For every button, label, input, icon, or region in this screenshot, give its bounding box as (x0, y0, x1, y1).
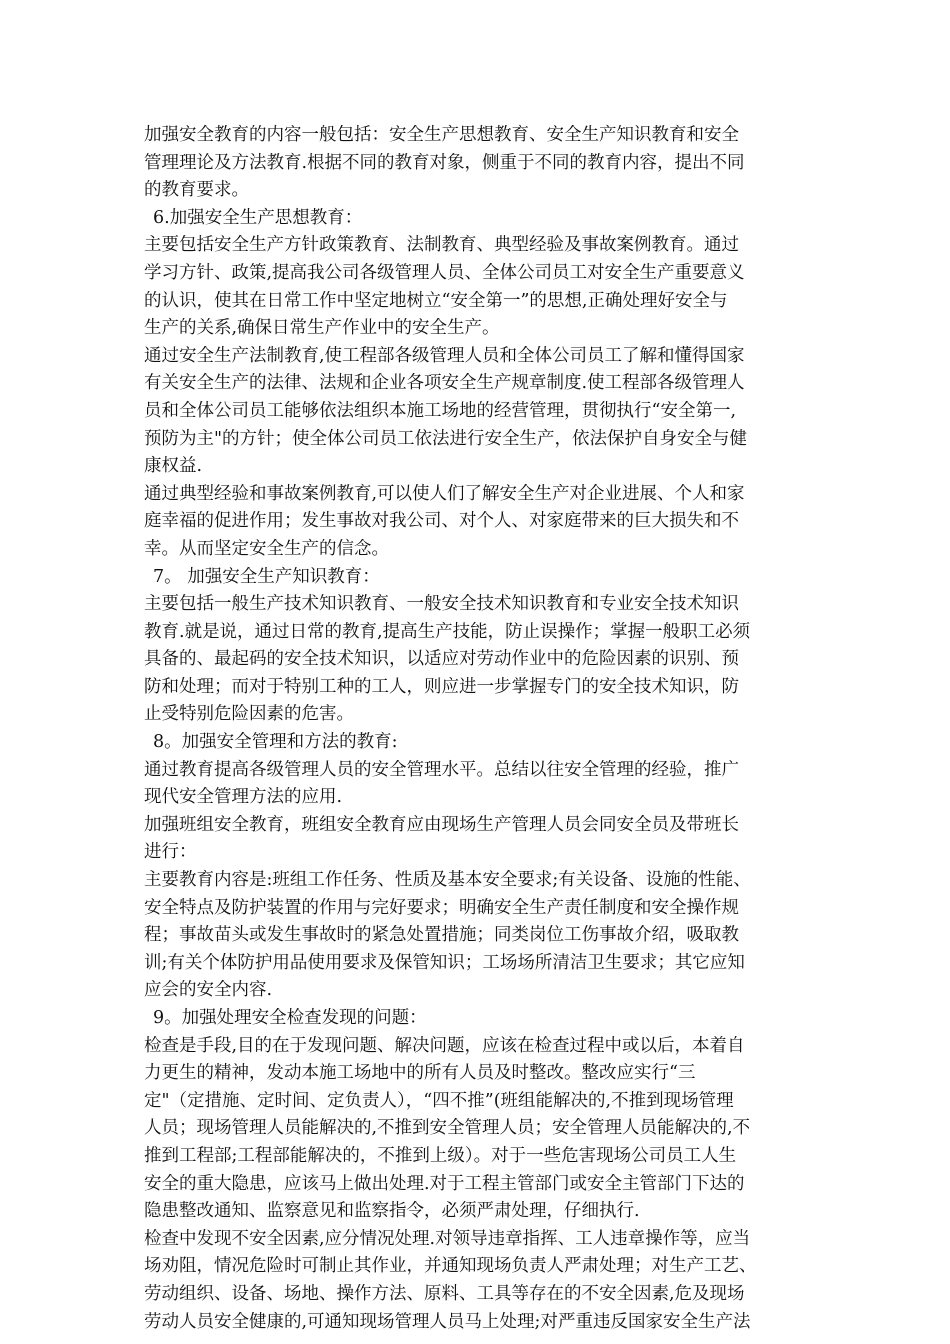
text-line: 训;有关个体防护用品使用要求及保管知识；工场场所清洁卫生要求；其它应知 (144, 952, 745, 973)
text-line: 进行： (144, 842, 197, 863)
text-line: 加强班组安全教育，班组安全教育应由现场生产管理人员会同安全员及带班长 (144, 814, 739, 835)
text-line: 员和全体公司员工能够依法组织本施工场地的经营管理，贯彻执行“安全第一, (144, 400, 737, 421)
text-line: 主要教育内容是:班组工作任务、性质及基本安全要求;有关设备、设施的性能、 (144, 870, 751, 891)
section-heading: 9。加强处理安全检查发现的问题： (153, 1008, 427, 1028)
text-line: 力更生的精神，发动本施工场地中的所有人员及时整改。整改应实行“三 (144, 1063, 696, 1084)
section-heading: 7。 加强安全生产知识教育： (153, 566, 380, 587)
section-heading: 8。加强安全管理和方法的教育: (153, 732, 398, 753)
text-line: 有关安全生产的法律、法规和企业各项安全生产规章制度.使工程部各级管理人 (144, 373, 745, 394)
text-line: 教育.就是说，通过日常的教育,提高生产技能，防止误操作；掌握一般职工必须 (144, 621, 751, 642)
text-line: 防和处理；而对于特别工种的工人，则应进一步掌握专门的安全技术知识，防 (144, 676, 739, 697)
text-line: 劳动组织、设备、场地、操作方法、原料、工具等存在的不安全因素,危及现场 (144, 1283, 745, 1304)
text-line: 安全的重大隐患，应该马上做出处理.对于工程主管部门或安全主管部门下达的 (144, 1173, 745, 1194)
text-line: 主要包括安全生产方针政策教育、法制教育、典型经验及事故案例教育。通过 (144, 235, 739, 256)
text-line: 推到工程部;工程部能解决的，不推到上级）。对于一些危害现场公司员工人生 (144, 1145, 737, 1166)
text-line: 学习方针、政策,提高我公司各级管理人员、全体公司员工对安全生产重要意义 (144, 262, 745, 283)
text-line: 检查是手段,目的在于发现问题、解决问题，应该在检查过程中或以后，本着自 (144, 1035, 745, 1056)
document-body (144, 122, 804, 1336)
text-line: 场劝阻，情况危险时可制止其作业，并通知现场负责人严肃处理；对生产工艺、 (144, 1256, 757, 1277)
text-line: 劳动人员安全健康的,可通知现场管理人员马上处理;对严重违反国家安全生产法 (144, 1311, 751, 1332)
text-line: 程；事故苗头或发生事故时的紧急处置措施；同类岗位工伤事故介绍，吸取教 (144, 925, 739, 946)
text-line: 止受特别危险因素的危害。 (144, 704, 354, 725)
text-line: 管理理论及方法教育.根据不同的教育对象，侧重于不同的教育内容，提出不同 (144, 152, 745, 173)
text-line: 庭幸福的促进作用；发生事故对我公司、对个人、对家庭带来的巨大损失和不 (144, 511, 739, 532)
text-line: 安全特点及防护装置的作用与完好要求；明确安全生产责任制度和安全操作规 (144, 897, 739, 918)
text-line: 生产的关系,确保日常生产作业中的安全生产。 (144, 318, 500, 339)
text-line: 检查中发现不安全因素,应分情况处理.对领导违章指挥、工人违章操作等，应当 (144, 1228, 751, 1249)
text-line: 具备的、最起码的安全技术知识，以适应对劳动作业中的危险因素的识别、预 (144, 649, 739, 670)
text-line: 通过教育提高各级管理人员的安全管理水平。总结以往安全管理的经验，推广 (144, 759, 739, 780)
text-line: 通过安全生产法制教育,使工程部各级管理人员和全体公司员工了解和懂得国家 (144, 345, 745, 366)
text-line: 幸。从而坚定安全生产的信念。 (144, 538, 389, 559)
text-line: 通过典型经验和事故案例教育,可以使人们了解安全生产对企业进展、个人和家 (144, 483, 745, 504)
text-line: 康权益. (144, 456, 203, 477)
text-line: 预防为主"的方针；使全体公司员工依法进行安全生产，依法保护自身安全与健 (144, 428, 748, 449)
text-line: 现代安全管理方法的应用. (144, 787, 343, 808)
section-heading: 6.加强安全生产思想教育： (153, 207, 363, 228)
text-line: 隐患整改通知、监察意见和监察指令，必须严肃处理，仔细执行. (144, 1201, 640, 1222)
text-line: 主要包括一般生产技术知识教育、一般安全技术知识教育和专业安全技术知识 (144, 594, 739, 615)
text-line: 的教育要求。 (144, 180, 249, 201)
text-line: 人员；现场管理人员能解决的,不推到安全管理人员；安全管理人员能解决的,不 (144, 1118, 751, 1139)
text-line: 定"（定措施、定时间、定负责人），“四不推”(班组能解决的,不推到现场管理 (144, 1090, 734, 1111)
text-line: 的认识，使其在日常工作中坚定地树立“安全第一”的思想,正确处理好安全与 (144, 290, 728, 311)
text-line: 加强安全教育的内容一般包括：安全生产思想教育、安全生产知识教育和安全 (144, 125, 739, 145)
text-line: 应会的安全内容. (144, 980, 273, 1001)
